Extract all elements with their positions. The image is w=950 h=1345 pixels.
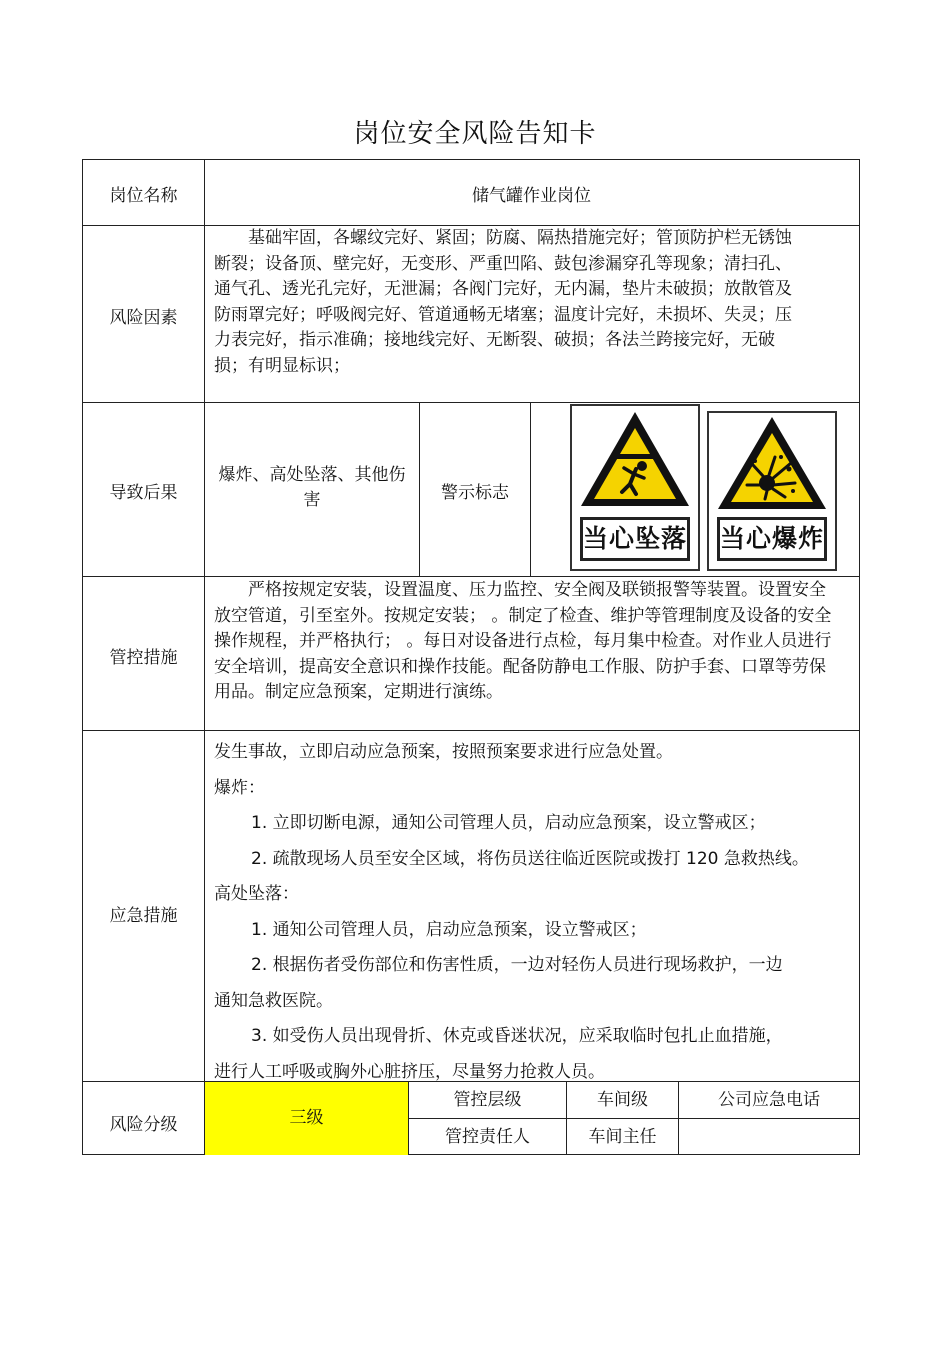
responsible-person-label: 管控责任人	[445, 1127, 530, 1147]
control-level-label: 管控层级	[453, 1090, 522, 1110]
fall-heading: 高处坠落：	[214, 884, 299, 904]
explosion-step-2: 2. 疏散现场人员至安全区域，将伤员送往临近医院或拨打 120 急救热线。	[251, 848, 809, 869]
consequences-value: 爆炸、高处坠落、其他伤害	[218, 465, 406, 510]
page-title: 岗位安全风险告知卡	[353, 119, 597, 149]
falling-hazard-icon	[572, 406, 698, 514]
explosion-step-1: 1. 立即切断电源，通知公司管理人员，启动应急预案，设立警戒区；	[251, 813, 766, 833]
responsible-person-value: 车间主任	[588, 1127, 657, 1147]
risk-factors-label: 风险因素	[109, 308, 178, 328]
control-level-value: 车间级	[597, 1090, 648, 1110]
explosion-sign-text: 当心爆炸	[717, 517, 827, 561]
warning-sign-label: 警示标志	[441, 483, 509, 503]
consequences-label: 导致后果	[109, 483, 178, 503]
explosion-hazard-icon	[709, 413, 835, 515]
fall-step-3: 3. 如受伤人员出现骨折、休克或昏迷状况，应采取临时包扎止血措施，	[251, 1026, 783, 1046]
falling-sign-text: 当心坠落	[580, 517, 690, 561]
falling-warning-sign	[570, 404, 700, 571]
emergency-phone-value	[679, 1119, 859, 1155]
risk-notice-card	[82, 159, 860, 1155]
emergency-measures-label: 应急措施	[109, 906, 178, 926]
explosion-warning-sign	[707, 411, 837, 571]
fall-step-3-cont: 进行人工呼吸或胸外心脏挤压，尽量努力抢救人员。	[214, 1061, 605, 1082]
emergency-intro: 发生事故，立即启动应急预案，按照预案要求进行应急处置。	[214, 742, 673, 762]
control-measures-label: 管控措施	[109, 648, 178, 668]
emergency-phone-label: 公司应急电话	[718, 1090, 820, 1110]
fall-step-2-cont: 通知急救医院。	[214, 990, 333, 1011]
emergency-measures-content	[214, 735, 864, 1090]
risk-level-label: 风险分级	[109, 1115, 178, 1135]
explosion-heading: 爆炸：	[214, 777, 265, 798]
control-measures-text: 严格按规定安装，设置温度、压力监控、安全阀及联锁报警等装置。设置安全放空管道，引至室外。按规定安装； 。制定了检查、维护等管理制度及设备的安全操作规程，并严格执行； 。每日对设备进行点检，每月集中检查。对作业人员进行安全培训，提高安全意识和操作技能。配备防静电工作服、防护手套、口罩等劳保用品。制定应急预案，定期进行演练。	[214, 580, 832, 702]
risk-level-value: 三级	[205, 1082, 408, 1155]
risk-factors-text: 基础牢固，各螺纹完好、紧固；防腐、隔热措施完好；管顶防护栏无锈蚀断裂；设备顶、壁完好，无变形、严重凹陷、鼓包渗漏穿孔等现象；清扫孔、通气孔、透光孔完好，无泄漏；各阀门完好，无内漏，垫片未破损；放散管及防雨罩完好；呼吸阀完好、管道通畅无堵塞；温度计完好，未损坏、失灵；压力表完好，指示准确；接地线完好、无断裂、破损；各法兰跨接完好，无破损；有明显标识；	[214, 228, 792, 376]
post-name-value: 储气罐作业岗位	[472, 186, 591, 206]
fall-step-2: 2. 根据伤者受伤部位和伤害性质，一边对轻伤人员进行现场救护，一边	[251, 955, 783, 975]
fall-step-1: 1. 通知公司管理人员，启动应急预案，设立警戒区；	[251, 919, 647, 940]
post-name-label: 岗位名称	[109, 186, 178, 206]
